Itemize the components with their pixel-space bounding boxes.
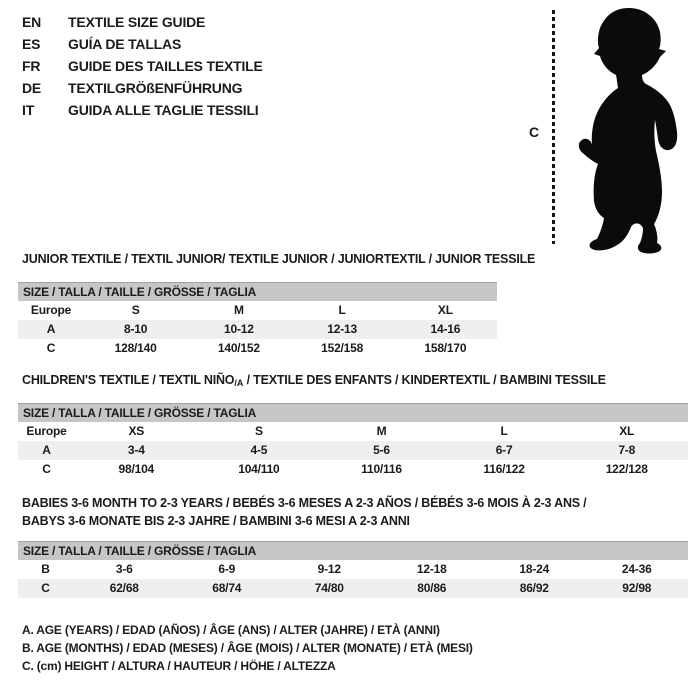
column-header-row xyxy=(18,301,497,320)
size-value-cell: 18-24 xyxy=(519,562,550,576)
footnote: C. (cm) HEIGHT / ALTURA / HAUTEUR / HÖHE / ALTEZZA xyxy=(22,659,336,673)
size-header-band: SIZE / TALLA / TAILLE / GRÖSSE / TAGLIA xyxy=(18,283,497,302)
column-header: L xyxy=(500,424,508,438)
row-label: C xyxy=(42,462,51,476)
junior-size-table xyxy=(18,282,497,358)
childrens-title-suffix: / TEXTILE DES ENFANTS / KINDERTEXTIL / BAMBINI TESSILE xyxy=(243,373,606,387)
childrens-size-table xyxy=(18,403,688,479)
measure-c-label: C xyxy=(529,124,539,140)
column-header: S xyxy=(131,303,140,317)
language-code: IT xyxy=(22,102,35,118)
size-value-cell: 152/158 xyxy=(321,341,364,355)
childrens-title-subscript: /A xyxy=(234,378,244,388)
language-item xyxy=(22,99,263,121)
babies-title-line1: BABIES 3-6 MONTH TO 2-3 YEARS / BEBÉS 3-6 MESES A 2-3 AÑOS / BÉBÉS 3-6 MOIS À 2-3 ANS / xyxy=(22,496,587,510)
size-value-cell: 9-12 xyxy=(317,562,341,576)
table-row xyxy=(18,339,497,358)
size-header-band: SIZE / TALLA / TAILLE / GRÖSSE / TAGLIA xyxy=(18,542,688,561)
size-value-cell: 116/122 xyxy=(483,462,525,476)
size-value-cell: 10-12 xyxy=(187,320,290,339)
size-value-cell: 8-10 xyxy=(84,320,187,339)
row-label: C xyxy=(46,341,56,355)
column-header: L xyxy=(338,303,346,317)
table-row xyxy=(18,320,497,339)
column-header: M xyxy=(233,303,244,317)
size-value-cell: 86/92 xyxy=(483,579,586,598)
size-value-cell: 3-6 xyxy=(115,562,133,576)
size-value-cell: 12-13 xyxy=(291,320,394,339)
column-header: XS xyxy=(128,424,145,438)
table-row xyxy=(18,460,688,479)
babies-section-title xyxy=(22,494,586,530)
toddler-silhouette-icon xyxy=(558,4,700,254)
column-header: M xyxy=(376,424,387,438)
size-value-cell: 74/80 xyxy=(278,579,381,598)
size-value-cell: 80/86 xyxy=(381,579,484,598)
column-header: Europe xyxy=(30,303,72,317)
row-label: C xyxy=(18,579,73,598)
size-value-cell: 5-6 xyxy=(320,441,443,460)
size-value-cell: 158/170 xyxy=(424,341,467,355)
size-value-cell: 6-9 xyxy=(218,562,236,576)
language-item xyxy=(22,77,263,99)
size-value-cell: 12-18 xyxy=(416,562,447,576)
row-label: B xyxy=(41,562,50,576)
table-row xyxy=(18,579,688,598)
footnote: B. AGE (MONTHS) / EDAD (MESES) / ÂGE (MOIS) / ALTER (MONATE) / ETÀ (MESI) xyxy=(22,641,473,655)
height-measure-dashed-line xyxy=(552,10,555,244)
language-code: ES xyxy=(22,36,41,52)
column-header: Europe xyxy=(26,424,67,438)
childrens-title-prefix: CHILDREN'S TEXTILE / TEXTIL NIÑO xyxy=(22,373,235,387)
column-header-row xyxy=(18,422,688,441)
column-header: XL xyxy=(437,303,453,317)
column-header: XL xyxy=(619,424,635,438)
language-item xyxy=(22,11,263,33)
language-label: TEXTILGRÖßENFÜHRUNG xyxy=(68,80,243,96)
size-value-cell: 110/116 xyxy=(361,462,402,476)
language-code: FR xyxy=(22,58,41,74)
size-value-cell: 3-4 xyxy=(75,441,198,460)
size-value-cell: 122/128 xyxy=(605,462,648,476)
size-value-cell: 62/68 xyxy=(73,579,176,598)
language-label: TEXTILE SIZE GUIDE xyxy=(68,14,206,30)
size-value-cell: 6-7 xyxy=(443,441,566,460)
table-row xyxy=(18,560,688,579)
row-label: A xyxy=(18,320,84,339)
size-value-cell: 24-36 xyxy=(621,562,652,576)
language-label: GUÍA DE TALLAS xyxy=(68,36,182,52)
size-value-cell: 14-16 xyxy=(394,320,497,339)
size-value-cell: 104/110 xyxy=(238,462,280,476)
childrens-section-title xyxy=(22,371,606,392)
babies-title-line2: BABYS 3-6 MONATE BIS 2-3 JAHRE / BAMBINI 3-6 MESI A 2-3 ANNI xyxy=(22,514,410,528)
junior-section-title: JUNIOR TEXTILE / TEXTIL JUNIOR/ TEXTILE JUNIOR / JUNIORTEXTIL / JUNIOR TESSILE xyxy=(22,252,536,266)
size-value-cell: 92/98 xyxy=(586,579,689,598)
table-row xyxy=(18,441,688,460)
language-label: GUIDA ALLE TAGLIE TESSILI xyxy=(68,102,259,118)
language-label: GUIDE DES TAILLES TEXTILE xyxy=(68,58,263,74)
footnotes xyxy=(22,621,473,675)
size-value-cell: 128/140 xyxy=(114,341,157,355)
language-list xyxy=(22,11,263,121)
size-value-cell: 140/152 xyxy=(217,341,260,355)
language-item xyxy=(22,55,263,77)
language-item xyxy=(22,33,263,55)
size-value-cell: 4-5 xyxy=(198,441,321,460)
size-value-cell: 98/104 xyxy=(118,462,155,476)
size-header-band: SIZE / TALLA / TAILLE / GRÖSSE / TAGLIA xyxy=(18,404,688,423)
language-code: EN xyxy=(22,14,42,30)
size-value-cell: 68/74 xyxy=(176,579,279,598)
size-value-cell: 7-8 xyxy=(565,441,688,460)
footnote: A. AGE (YEARS) / EDAD (AÑOS) / ÂGE (ANS) / ALTER (JAHRE) / ETÀ (ANNI) xyxy=(22,623,440,637)
row-label: A xyxy=(18,441,75,460)
babies-size-table xyxy=(18,541,688,598)
language-code: DE xyxy=(22,80,42,96)
column-header: S xyxy=(254,424,263,438)
